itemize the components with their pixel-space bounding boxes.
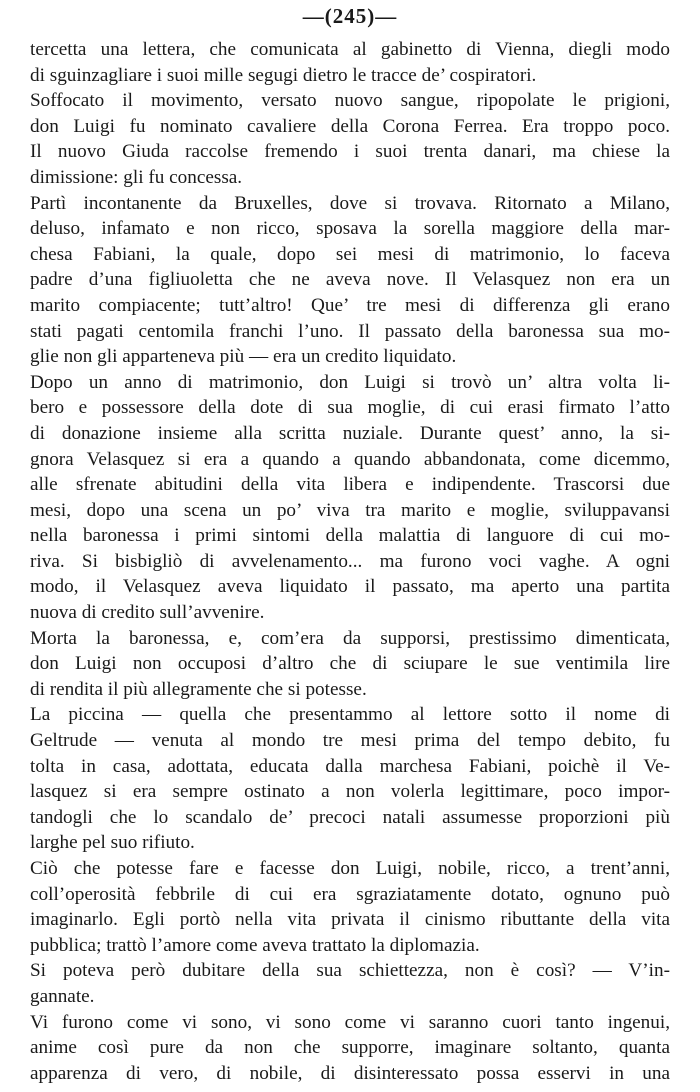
text-line: chesa Fabiani, la quale, dopo sei mesi di matrimonio, lo faceva xyxy=(30,243,670,265)
text-line: Dopo un anno di matrimonio, don Luigi si trovò un’ altra volta li- xyxy=(30,371,670,393)
text-line: Si poteva però dubitare della sua schiettezza, non è così? — V’in- xyxy=(30,960,670,982)
text-line: tolta in casa, adottata, educata dalla marchesa Fabiani, poichè il Ve- xyxy=(30,755,670,777)
text-line: Soffocato il movimento, versato nuovo sangue, ripopolate le prigioni, xyxy=(30,90,670,112)
text-line: Partì incontanente da Bruxelles, dove si trovava. Ritornato a Milano, xyxy=(30,192,670,214)
text-line: Ciò che potesse fare e facesse don Luigi, nobile, ricco, a trent’anni, xyxy=(30,858,670,879)
text-line: tandogli che lo scandalo de’ precoci natali assumesse proporzioni più xyxy=(30,806,670,828)
text-line: riva. Si bisbigliò di avvelenamento... ma furono voci vaghe. A ogni xyxy=(30,550,670,572)
text-line: larghe pel suo rifiuto. xyxy=(30,832,195,854)
text-line: marito compiacente; tutt’altro! Que’ tre mesi di differenza gli erano xyxy=(30,294,670,316)
text-line: di rendita il più allegramente che si potesse. xyxy=(30,678,367,700)
text-line: dimissione: gli fu concessa. xyxy=(30,166,243,188)
text-line: di sguinzagliare i suoi mille segugi dietro le tracce de’ cospiratori. xyxy=(30,64,537,86)
text-line: stati pagati centomila franchi l’uno. Il passato della baronessa sua mo- xyxy=(30,320,670,342)
text-line: anime così pure da non che supporre, imaginare soltanto, quanta xyxy=(30,1037,670,1059)
text-line: modo, il Velasquez aveva liquidato il passato, ma aperto una partita xyxy=(30,576,670,598)
text-line: tercetta una lettera, che comunicata al gabinetto di Vienna, diegli modo xyxy=(30,39,670,60)
text-line: don Luigi fu nominato cavaliere della Corona Ferrea. Era troppo poco. xyxy=(30,115,670,137)
text-line: pubblica; trattò l’amore come aveva trattato la diplomazia. xyxy=(30,934,480,956)
text-line: deluso, infamato e non ricco, sposava la sorella maggiore della mar- xyxy=(30,218,670,240)
text-line: La piccina — quella che presentammo al lettore sotto il nome di xyxy=(30,704,670,726)
text-line: apparenza di vero, di nobile, di disinteressato possa esservi in una xyxy=(30,1062,670,1084)
text-line: padre d’una figliuoletta che ne aveva nove. Il Velasquez non era un xyxy=(30,269,670,291)
body-text xyxy=(30,37,670,1086)
text-line: Geltrude — venuta al mondo tre mesi prima del tempo debito, fu xyxy=(30,730,670,752)
text-line: gannate. xyxy=(30,985,95,1007)
text-line: lasquez si era sempre ostinato a non volerla legittimare, poco impor- xyxy=(30,781,670,803)
text-line: imaginarlo. Egli portò nella vita privata il cinismo ributtante della vita xyxy=(30,909,670,931)
text-line: glie non gli apparteneva più — era un credito liquidato. xyxy=(30,346,457,368)
text-line: don Luigi non occuposi d’altro che di sciupare le sue ventimila lire xyxy=(30,653,670,675)
text-line: bero e possessore della dote di sua moglie, di cui erasi firmato l’atto xyxy=(30,397,670,419)
text-line: coll’operosità febbrile di cui era sgraziatamente dotato, ognuno può xyxy=(30,883,670,905)
text-line: Morta la baronessa, e, com’era da supporsi, prestissimo dimenticata, xyxy=(30,627,670,649)
text-line: di donazione insieme alla scritta nuziale. Durante quest’ anno, la si- xyxy=(30,422,670,444)
page-number: —(245)— xyxy=(302,4,398,28)
text-line: Vi furono come vi sono, vi sono come vi saranno cuori tanto ingenui, xyxy=(30,1011,670,1033)
text-line: nuova di credito sull’avvenire. xyxy=(30,602,265,624)
text-line: Il nuovo Giuda raccolse fremendo i suoi trenta danari, ma chiese la xyxy=(30,141,670,163)
text-line: gnora Velasquez si era a quando a quando abbandonata, come dicemmo, xyxy=(30,448,670,470)
text-line: mesi, dopo una scena un po’ viva tra marito e moglie, sviluppavansi xyxy=(30,499,670,521)
text-line: alle sfrenate abitudini della vita libera e indipendente. Trascorsi due xyxy=(30,474,670,496)
text-line: nella baronessa i primi sintomi della malattia di languore di cui mo- xyxy=(30,525,670,547)
